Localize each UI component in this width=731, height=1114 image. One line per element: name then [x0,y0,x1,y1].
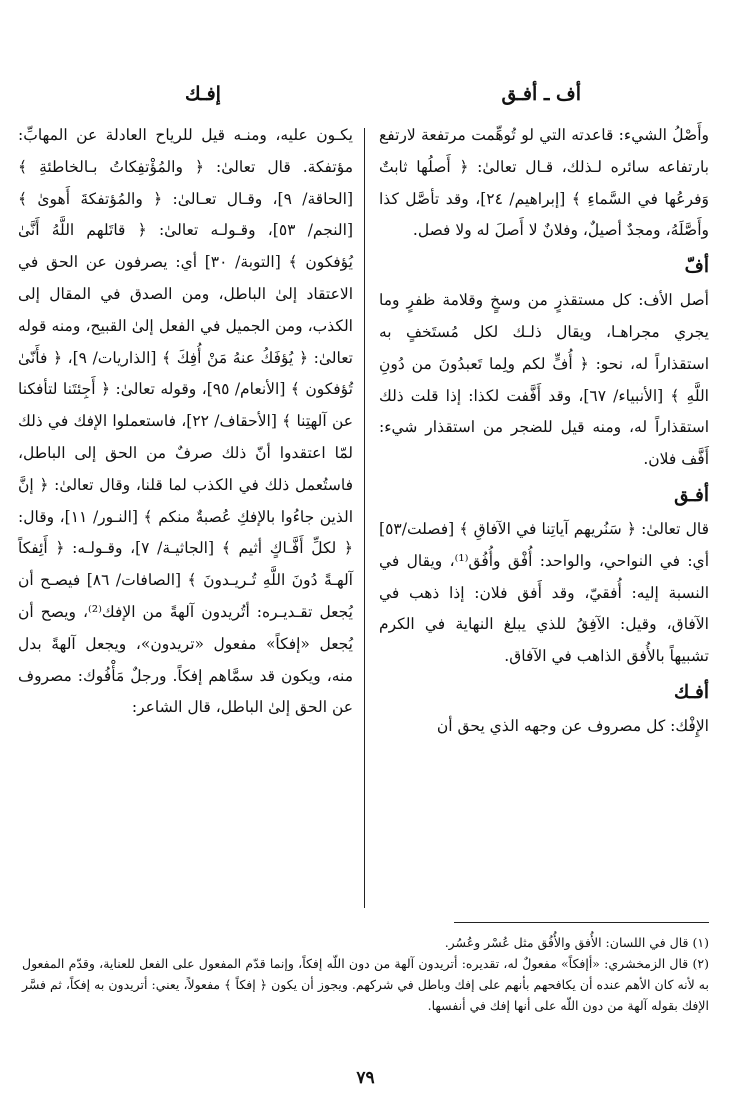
entry-text-afk-continued: يكـون عليه، ومنـه قيل للرياح العادلة عن المهابِّ: مؤتفكة. قال تعالىٰ: ﴿ والمُؤْتفِكاتُ بـالخاطئةِ ﴾ [الحاقة/ ٩]، وقـال تعـالىٰ: ﴿ والمُؤتفكةَ أَهوىٰ ﴾ [النجم/ ٥٣]، وقـولـه تعالىٰ: ﴿ قاتَلهم اللَّهُ أَنَّىٰ يُؤفكون ﴾ [التوبة/ ٣٠] أي: يصرفون عن الحق في الاعتقاد إلىٰ الباطل، ومن الصدق في المقال إلى الكذب، ومن الجميل في الفعل إلىٰ القبيح، ومنه قوله تعالىٰ: ﴿ يُؤفَكُ عنهُ مَنْ أُفِكَ ﴾ [الذاريات/ ٩]، ﴿ فأَنّىٰ تُؤفكون ﴾ [الأنعام/ ٩٥]، وقوله تعالىٰ: ﴿ أَجِئتَنا لتأفكنا عن آلهتِنا ﴾ [الأحقاف/ ٢٢]، فاستعملوا الإفك في ذلك لمّا اعتقدوا أنّ ذلك صرفٌ من الحق إلى الباطل، فاستُعمل ذلك في الكذب لما قلنا، وقال تعالىٰ: ﴿ إنَّ الذين جاءُوا بالإفكِ عُصبةٌ منكم ﴾ [النـور/ ١١]، وقال: ﴿ لكلِّ أَفَّـاكٍ أثيم ﴾ [الجاثيـة/ ٧]، وقـولـه: ﴿ أَئِفكاً آلهـةً دُونَ اللَّهِ تُـريـدونَ ﴾ [الصافات/ ٨٦] فيصـح أن يُجعل تقـديـره: أتُريدون آلهةً من الإفك⁽²⁾، ويصح أن يُجعل «إفكاً» مفعول «تريدون»، ويجعل آلهةً بدل منه، ويكون قد سمَّاهم إفكاً. ورجلٌ مَأْفُوك: مصروف عن الحق إلىٰ الباطل، قال الشاعر: [18,126,354,717]
entry-text-aff: أصل الأف: كل مستقذرٍ من وسخٍ وقلامة ظفرٍ وما يجري مجراهـا، ويقال ذلـك لكل مُستَخفٍ به استقذاراً له، نحو: ﴿ أُفٍّ لكم ولِما تَعبدُونَ من دُونِ اللَّهِ ﴾ [الأنبياء/ ٦٧]، وقد أَفَّفت لكذا: إذا قلت ذلك استقذاراً له، ومنه قيل للضجر من استقذار شيء: أَفَّف فلان. [379,291,709,469]
entry-heading-afq: أفـق [674,484,709,506]
page-number: ٧٩ [356,1068,375,1088]
entry-text-afq: قال تعالىٰ: ﴿ سَنُريهم آياتِنا في الآفاقِ ﴾ [فصلت/٥٣] أي: في النواحي، والواحد: أُفْق وأُفُق⁽¹⁾، ويقال في النسبة إليه: أُفقيّ، وقد أَفق فلان: إذا ذهب في الآفاق، وقيل: الآفِقُ للذي يبلغ النهاية في الكرم تشبيهاً بالأُفق الذاهب في الآفاق. [379,519,709,666]
footnote-2: (٢) قال الزمخشري: «أإفكاً» مفعولٌ له، تقديره: أتريدون آلهة من دون اللّه إفكاً، وإنما قدّم المفعول على الفعل للعناية، وقدّم المفعول به لأنه كان الأهم عنده أن يكافحهم بأنهم على إفك وباطل في شركهم. ويجوز أن يكون ﴿ إفكاً ﴾ مفعولاً، يعني: أتريدون به إفكاً، ثم فسَّر الإفك بقوله آلهة من دون اللّه على أنها إفك في أنفسها. [22,956,709,1013]
footnote-1: (١) قال في اللسان: الأُفق والأُفُق مثل عُسْر وعُسُر. [444,935,709,950]
entry-text-afk-start: الإِفْك: كل مصروف عن وجهه الذي يحق أن [436,716,709,735]
right-column [379,120,709,743]
entry-heading-aff: أفّ [684,256,709,278]
column-divider [364,128,365,908]
running-header-left: إفـك [185,83,221,105]
running-header-right: أف ـ أفـق [501,83,581,105]
left-column [18,120,353,724]
entry-heading-afk: أفـك [674,681,709,703]
footnote-separator [454,922,709,923]
intro-paragraph: وأَصْلُ الشيء: قاعدته التي لو تُوهِّمت مرتفعة لارتفع بارتفاعه سائره لـذلك، قـال تعالىٰ: ﴿ أَصلُها ثابتٌ وَفرعُها في السَّماءِ ﴾ [إبراهيم/ ٢٤]، وقد تأصَّل كذا وأَصَّلَهُ، ومجدٌ أصيلٌ، وفلانٌ لا أَصلَ له ولا فصل. [379,126,709,240]
footnotes [22,932,709,1016]
